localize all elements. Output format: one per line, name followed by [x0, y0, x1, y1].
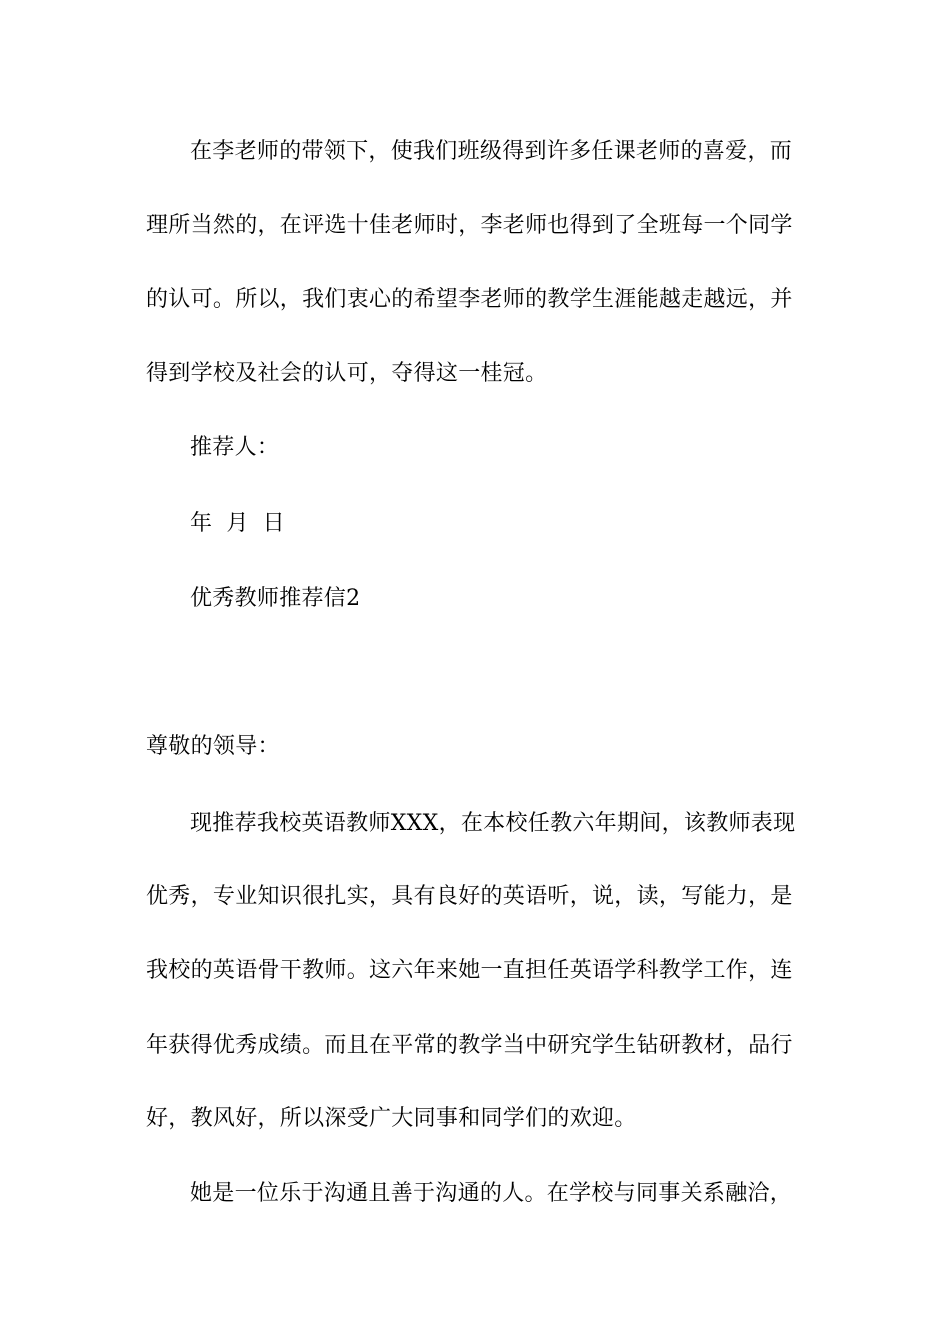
- recommender-label: 推荐人：: [190, 435, 280, 460]
- paragraph2-line-5: 好，教风好，所以深受广大同事和同学们的欢迎。: [146, 1106, 637, 1131]
- paragraph3-line-1: 她是一位乐于沟通且善于沟通的人。在学校与同事关系融洽，: [190, 1181, 793, 1206]
- letter2-title: 优秀教师推荐信2: [190, 586, 361, 611]
- date-day: 日: [262, 511, 285, 536]
- date-line: [190, 509, 850, 539]
- salutation: 尊敬的领导：: [146, 734, 280, 759]
- paragraph2-line-3: 我校的英语骨干教师。这六年来她一直担任英语学科教学工作，连: [146, 958, 793, 983]
- paragraph2-line-1: 现推荐我校英语教师XXX，在本校任教六年期间，该教师表现: [190, 811, 796, 836]
- paragraph1-line-3: 的认可。所以，我们衷心的希望李老师的教学生涯能越走越远，并: [146, 287, 793, 312]
- paragraph1-line-4: 得到学校及社会的认可，夺得这一桂冠。: [146, 361, 548, 386]
- paragraph1-line-1: 在李老师的带领下，使我们班级得到许多任课老师的喜爱，而: [190, 139, 793, 164]
- paragraph2-line-4: 年获得优秀成绩。而且在平常的教学当中研究学生钻研教材，品行: [146, 1033, 793, 1058]
- paragraph2-line-2: 优秀，专业知识很扎实，具有良好的英语听，说，读，写能力，是: [146, 884, 793, 909]
- date-month: 月: [226, 511, 249, 536]
- paragraph1-line-2: 理所当然的，在评选十佳老师时，李老师也得到了全班每一个同学: [146, 213, 793, 238]
- date-year: 年: [190, 511, 213, 536]
